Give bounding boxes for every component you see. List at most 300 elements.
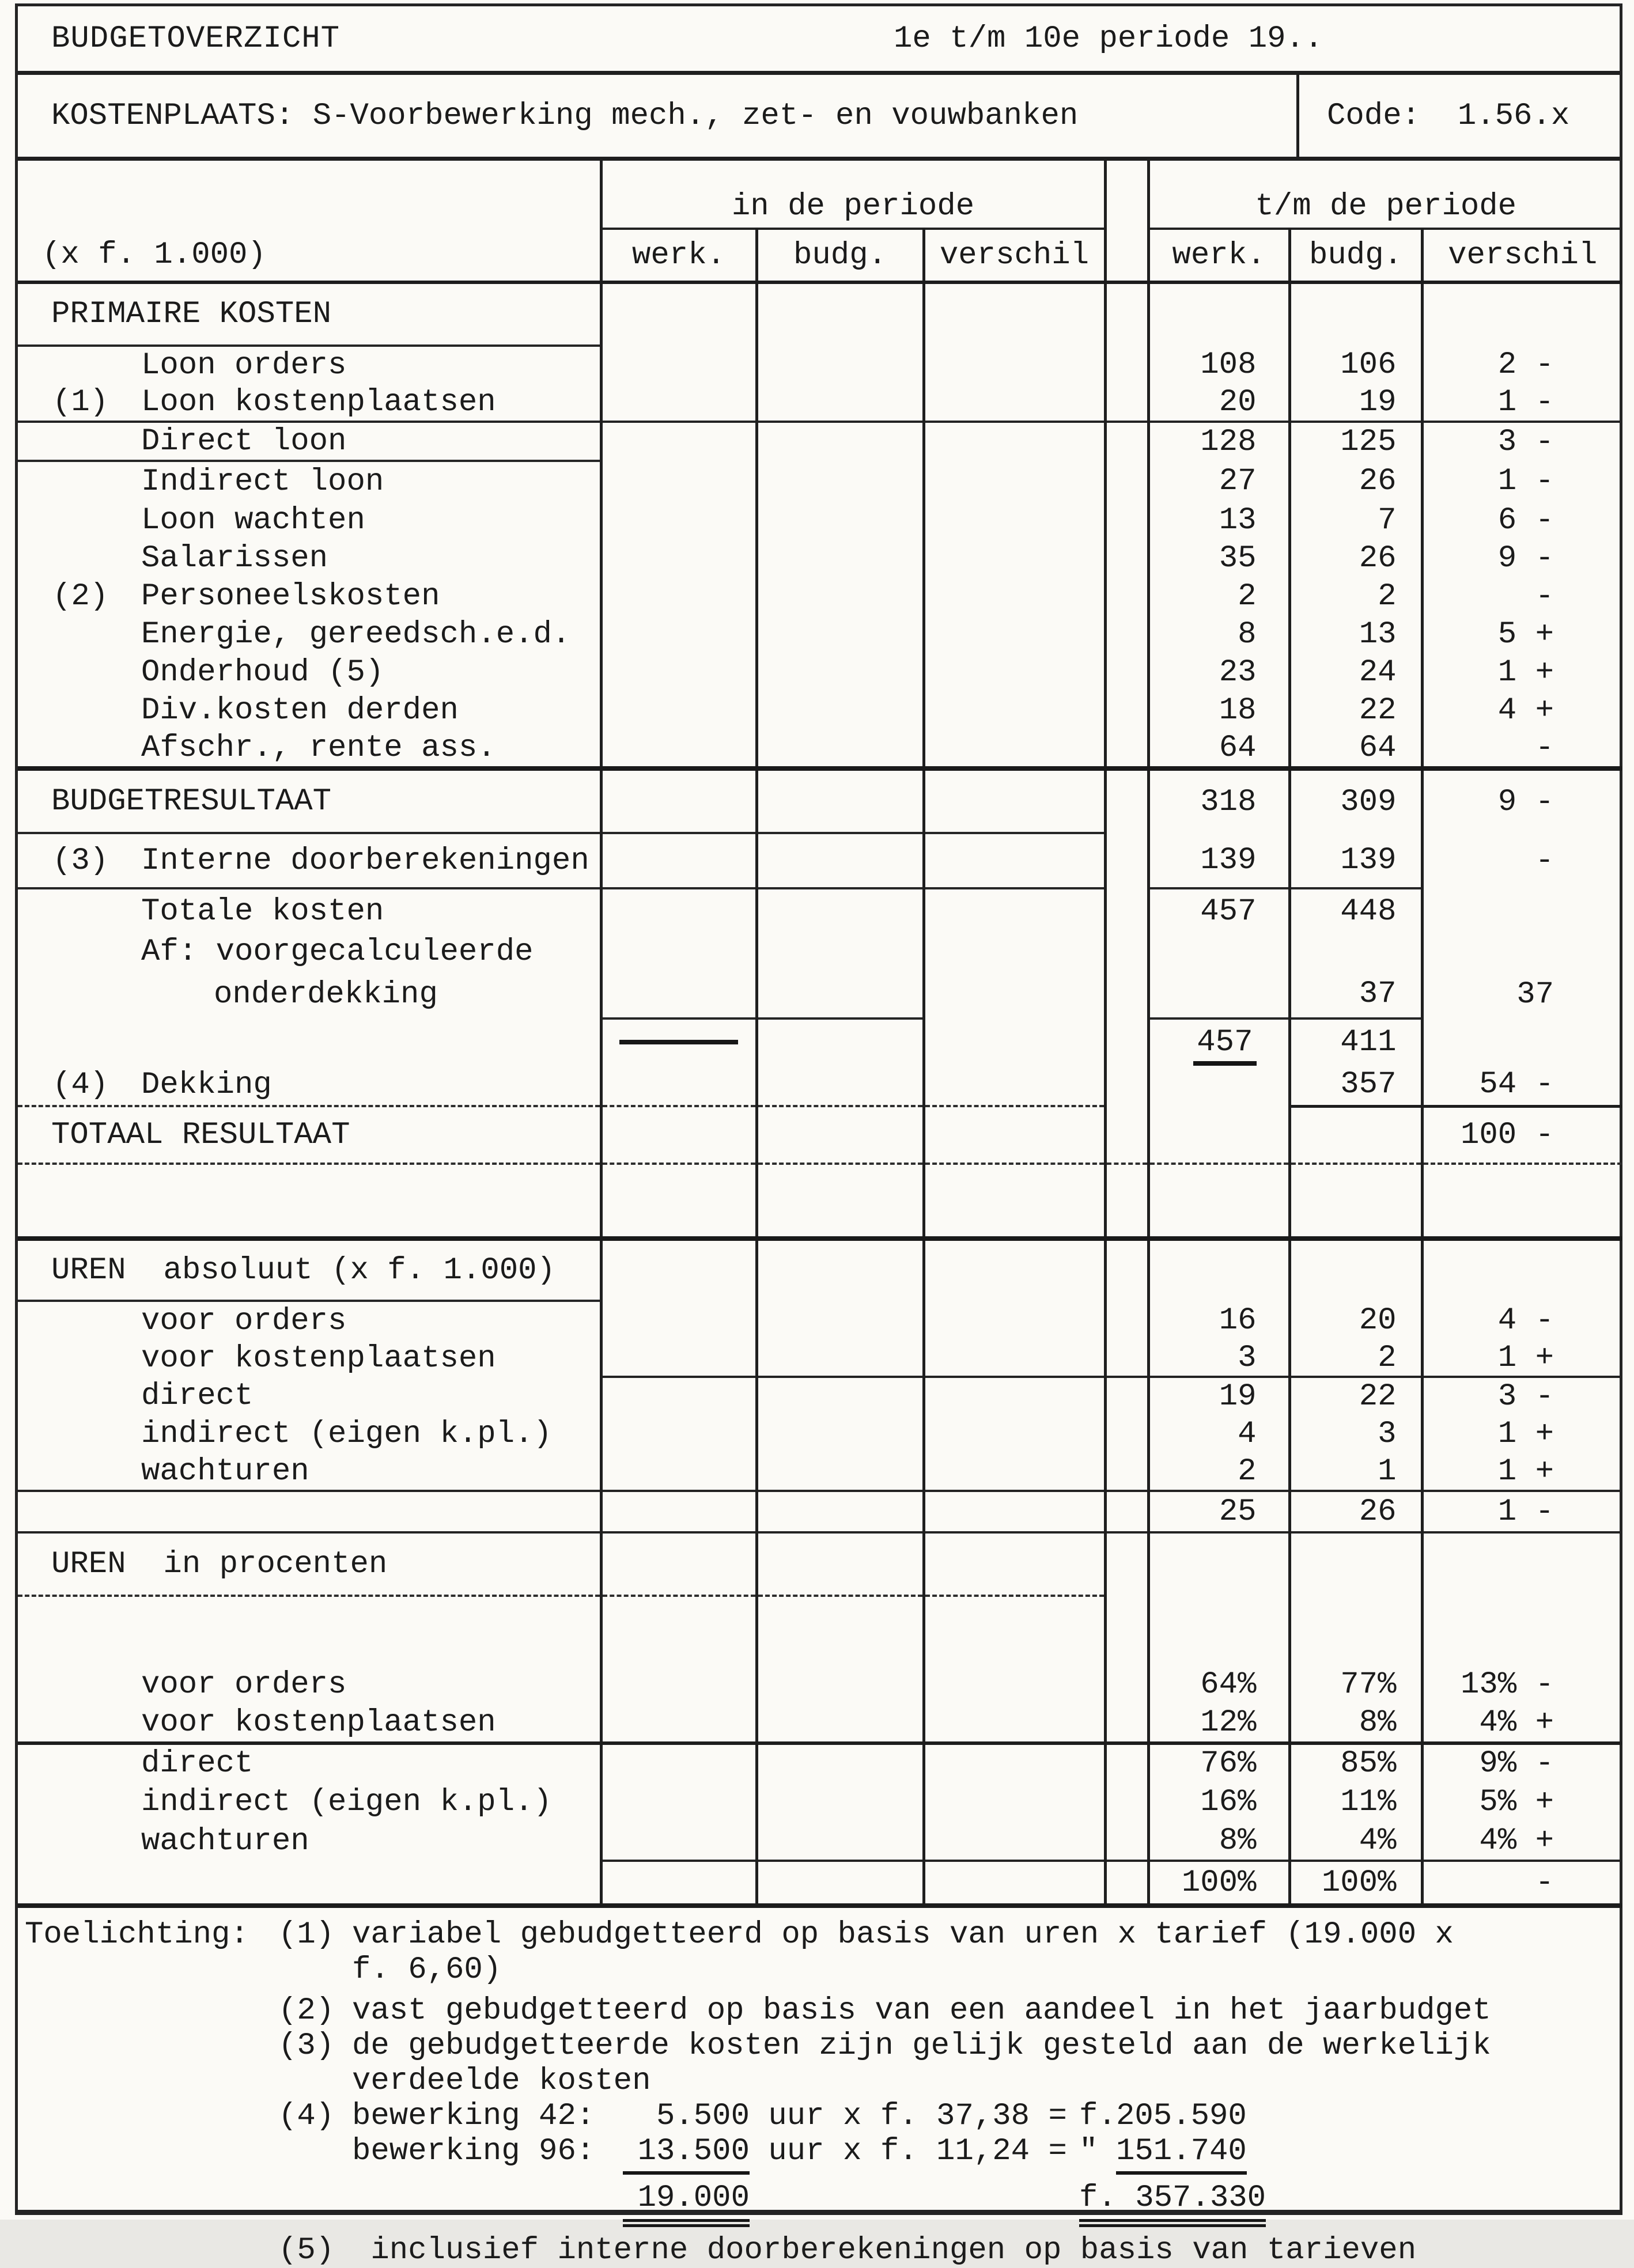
cell-ip-werk (601, 1665, 757, 1704)
table-row (18, 539, 1622, 577)
calc-text: uur x f. 37,38 = (750, 2099, 1067, 2134)
cell-gap (1105, 1301, 1148, 1340)
cell-ip-budg (757, 888, 924, 933)
note-line (18, 2134, 1620, 2175)
cell-ip-verschil (924, 1596, 1105, 1665)
cell-ip-budg (757, 1377, 924, 1415)
table-row (18, 833, 1622, 888)
budget-table-body (18, 282, 1622, 1906)
row-label: Indirect loon (141, 464, 384, 499)
cell-tm-budg: 22 (1289, 691, 1422, 729)
kostenplaats-value: S-Voorbewerking mech., zet- en vouwbanken (312, 98, 1079, 134)
handwritten-rule (619, 1040, 739, 1044)
cell-ip-werk (601, 577, 757, 615)
row-label: UREN absoluut (x f. 1.000) (51, 1252, 555, 1288)
row-label-cell (18, 384, 601, 422)
row-label-cell (18, 1453, 601, 1491)
group-header-tm-de-periode: t/m de periode (1148, 161, 1622, 229)
cell-tm-budg (1289, 282, 1422, 346)
cell-ip-verschil (924, 1782, 1105, 1822)
cell-ip-werk (601, 422, 757, 461)
cell-ip-werk (601, 833, 757, 888)
row-label-cell (18, 653, 601, 691)
kostenplaats-cell (18, 75, 1296, 157)
row-label: Loon kostenplaatsen (141, 384, 496, 420)
row-label-cell (18, 346, 601, 384)
table-row (18, 1822, 1622, 1861)
cell-ip-verschil (924, 1743, 1105, 1782)
cell-ip-werk (601, 1164, 757, 1239)
cell-tm-budg: 7 (1289, 501, 1422, 539)
cell-tm-werk (1148, 1164, 1289, 1239)
note-line (18, 2099, 1620, 2134)
cell-ip-budg (757, 1782, 924, 1822)
row-label: Div.kosten derden (141, 692, 459, 728)
cell-tm-budg: 26 (1289, 539, 1422, 577)
note-number: (1) (52, 384, 109, 420)
bewerking-label: bewerking 96: (352, 2134, 595, 2169)
cell-tm-budg: 11% (1289, 1782, 1422, 1822)
cell-ip-verschil (924, 1822, 1105, 1861)
table-row (18, 1596, 1622, 1665)
note-line (18, 2063, 1620, 2099)
row-label-cell (18, 1491, 601, 1532)
table-row (18, 1704, 1622, 1743)
table-row (18, 1743, 1622, 1782)
cell-ip-werk (601, 1239, 757, 1301)
cell-ip-budg (757, 1491, 924, 1532)
cell-tm-budg: 26 (1289, 1491, 1422, 1532)
row-label: voor orders (141, 1303, 347, 1339)
cell-ip-verschil (924, 577, 1105, 615)
cell-gap (1105, 577, 1148, 615)
cell-ip-budg (757, 539, 924, 577)
cell-ip-budg (757, 1018, 924, 1065)
cell-tm-werk: 8 (1148, 615, 1289, 653)
cell-ip-verschil (924, 1415, 1105, 1453)
row-label-cell (18, 577, 601, 615)
cell-tm-verschil: 13% - (1422, 1665, 1622, 1704)
cell-tm-verschil: - (1422, 833, 1622, 888)
cell-ip-werk (601, 539, 757, 577)
cell-ip-werk (601, 1301, 757, 1340)
cell-tm-werk: 64% (1148, 1665, 1289, 1704)
cell-gap (1105, 1018, 1148, 1065)
cell-gap (1105, 1453, 1148, 1491)
section-label-cell (18, 1239, 601, 1301)
cell-tm-verschil (1422, 1164, 1622, 1239)
cell-ip-budg (757, 1532, 924, 1596)
cell-tm-verschil (1422, 1018, 1622, 1065)
code-cell (1296, 75, 1620, 157)
cell-gap (1105, 1782, 1148, 1822)
cell-tm-werk: 128 (1148, 422, 1289, 461)
cell-ip-budg (757, 1596, 924, 1665)
cell-ip-verschil (924, 282, 1105, 346)
table-row (18, 1239, 1622, 1301)
cell-gap (1105, 691, 1148, 729)
col-header-werk-tm: werk. (1148, 229, 1289, 282)
divider (18, 157, 1620, 161)
table-row (18, 1065, 1622, 1106)
table-row (18, 1377, 1622, 1415)
cell-ip-verschil (924, 539, 1105, 577)
cell-tm-werk: 2 (1148, 577, 1289, 615)
cell-tm-werk: 4 (1148, 1415, 1289, 1453)
row-label: Interne doorberekeningen (141, 843, 589, 879)
cell-tm-werk: 3 (1148, 1340, 1289, 1377)
note-number: (1) (278, 1917, 335, 1952)
row-label: direct (141, 1378, 254, 1414)
cell-tm-verschil (1422, 933, 1622, 970)
note-text: variabel gebudgetteerd op basis van uren x tarief (19.000 x (352, 1917, 1454, 1952)
row-label-cell (18, 422, 601, 461)
cell-tm-verschil: 5% + (1422, 1782, 1622, 1822)
cell-ip-budg (757, 346, 924, 384)
cell-ip-verschil (924, 653, 1105, 691)
cell-tm-budg: 37 (1289, 970, 1422, 1018)
cell-gap (1105, 1340, 1148, 1377)
unit-header: (x f. 1.000) (42, 237, 266, 272)
cell-gap (1105, 539, 1148, 577)
cell-ip-werk (601, 970, 757, 1018)
table-row (18, 1106, 1622, 1164)
cell-gap (1105, 653, 1148, 691)
cell-ip-werk (601, 1415, 757, 1453)
cell-gap (1105, 1239, 1148, 1301)
cell-ip-werk (601, 1018, 757, 1065)
cell-ip-budg (757, 1665, 924, 1704)
col-header-budg-ip: budg. (757, 229, 924, 282)
table-row (18, 282, 1622, 346)
row-label-cell (18, 539, 601, 577)
cell-gap (1105, 1106, 1148, 1164)
cell-tm-verschil: 1 + (1422, 1340, 1622, 1377)
cell-tm-verschil (1422, 888, 1622, 933)
cell-ip-werk (601, 933, 757, 970)
cell-ip-werk (601, 1340, 757, 1377)
hours-value: 5.500 (656, 2099, 750, 2134)
cell-ip-budg (757, 691, 924, 729)
cell-gap (1105, 1164, 1148, 1239)
row-label-cell (18, 691, 601, 729)
cell-tm-werk: 100% (1148, 1861, 1289, 1906)
table-row (18, 1301, 1622, 1340)
currency-prefix: f. (1079, 2099, 1117, 2134)
cell-ip-verschil (924, 933, 1105, 970)
cell-tm-verschil: 1 + (1422, 653, 1622, 691)
cell-gap (1105, 384, 1148, 422)
row-label-cell (18, 1164, 601, 1239)
cell-tm-verschil: 100 - (1422, 1106, 1622, 1164)
cell-tm-verschil: 1 - (1422, 384, 1622, 422)
note-number: (5) (278, 2233, 335, 2268)
table-row (18, 461, 1622, 501)
cell-tm-werk (1148, 1018, 1289, 1065)
cell-tm-werk: 2 (1148, 1453, 1289, 1491)
col-header-verschil-tm: verschil (1422, 229, 1622, 282)
calc-text: uur x f. 11,24 = (750, 2134, 1067, 2169)
table-row (18, 970, 1622, 1018)
cell-ip-werk (601, 1861, 757, 1906)
row-label-cell (18, 615, 601, 653)
budget-table (18, 161, 1622, 1908)
cell-tm-budg: 2 (1289, 577, 1422, 615)
currency-prefix: " (1079, 2134, 1098, 2169)
row-label: PRIMAIRE KOSTEN (51, 297, 332, 332)
cell-gap (1105, 501, 1148, 539)
table-row (18, 1491, 1622, 1532)
cell-tm-budg: 357 (1289, 1065, 1422, 1106)
cell-ip-verschil (924, 501, 1105, 539)
table-row (18, 1532, 1622, 1596)
cell-tm-verschil: 2 - (1422, 346, 1622, 384)
table-row (18, 1453, 1622, 1491)
cell-ip-werk (601, 888, 757, 933)
cell-ip-budg (757, 1704, 924, 1743)
note-text: inclusief interne doorberekeningen op basis van tarieven (352, 2233, 1417, 2268)
period-label: 1e t/m 10e periode 19.. (894, 21, 1323, 56)
row-label: voor kostenplaatsen (141, 1341, 496, 1376)
table-row (18, 1861, 1622, 1906)
cell-tm-verschil: 1 - (1422, 1491, 1622, 1532)
cell-ip-verschil (924, 615, 1105, 653)
cell-ip-werk (601, 282, 757, 346)
table-row (18, 691, 1622, 729)
cell-gap (1105, 346, 1148, 384)
row-label: TOTAAL RESULTAAT (51, 1117, 350, 1153)
cell-gap (1105, 1065, 1148, 1106)
code-label: Code: (1327, 98, 1458, 134)
cell-ip-verschil (924, 729, 1105, 768)
cell-ip-verschil (924, 1065, 1105, 1106)
cell-gap (1105, 1822, 1148, 1861)
divider (18, 71, 1620, 75)
cell-ip-budg (757, 1415, 924, 1453)
cell-tm-verschil: 1 - (1422, 461, 1622, 501)
cell-gap (1105, 1743, 1148, 1782)
cell-gap (1105, 933, 1148, 970)
cell-tm-budg: 125 (1289, 422, 1422, 461)
row-label-cell (18, 1415, 601, 1453)
cell-ip-budg (757, 1239, 924, 1301)
section-label-cell (18, 768, 601, 833)
table-row (18, 1164, 1622, 1239)
row-label-cell (18, 833, 601, 888)
note-number: (4) (52, 1067, 109, 1103)
cell-ip-budg (757, 384, 924, 422)
row-label: Loon wachten (141, 502, 365, 538)
gap-column (1105, 161, 1148, 282)
bewerking-label: bewerking 42: (352, 2099, 595, 2134)
note-line (18, 2233, 1620, 2268)
note-text: verdeelde kosten (352, 2063, 651, 2099)
row-label-cell (18, 1822, 601, 1861)
cell-ip-werk (601, 691, 757, 729)
row-label: Totale kosten (141, 893, 384, 929)
underlined-value: 457 (1193, 1025, 1256, 1066)
cell-ip-budg (757, 1301, 924, 1340)
cell-ip-werk (601, 615, 757, 653)
row-label: BUDGETRESULTAAT (51, 783, 332, 819)
cell-gap (1105, 1596, 1148, 1665)
row-label-cell (18, 1704, 601, 1743)
table-row (18, 346, 1622, 384)
cell-tm-werk: 16 (1148, 1301, 1289, 1340)
row-label-cell (18, 1782, 601, 1822)
page-title: BUDGETOVERZICHT (51, 21, 341, 56)
cell-gap (1105, 1377, 1148, 1415)
cell-tm-verschil (1422, 1239, 1622, 1301)
cell-gap (1105, 1861, 1148, 1906)
cell-tm-verschil: 37 (1422, 970, 1622, 1018)
cell-ip-budg (757, 501, 924, 539)
section-label-cell (18, 282, 601, 346)
table-row (18, 729, 1622, 768)
cell-ip-verschil (924, 1164, 1105, 1239)
table-row (18, 422, 1622, 461)
row-label: wachturen (141, 1453, 309, 1489)
row-label-cell (18, 1377, 601, 1415)
row-label: indirect (eigen k.pl.) (141, 1416, 552, 1452)
cell-tm-verschil: 4% + (1422, 1822, 1622, 1861)
cell-gap (1105, 1532, 1148, 1596)
note-number: (3) (278, 2028, 335, 2063)
cell-ip-werk (601, 384, 757, 422)
cell-gap (1105, 729, 1148, 768)
cell-tm-budg: 2 (1289, 1340, 1422, 1377)
cell-ip-verschil (924, 1532, 1105, 1596)
cell-tm-budg: 20 (1289, 1301, 1422, 1340)
cell-ip-budg (757, 461, 924, 501)
cell-ip-verschil (924, 461, 1105, 501)
cell-tm-budg: 139 (1289, 833, 1422, 888)
cell-ip-verschil (924, 691, 1105, 729)
table-row (18, 888, 1622, 933)
table-row (18, 1018, 1622, 1065)
cell-tm-werk: 13 (1148, 501, 1289, 539)
col-header-budg-tm: budg. (1289, 229, 1422, 282)
cell-tm-budg: 19 (1289, 384, 1422, 422)
cell-ip-budg (757, 1065, 924, 1106)
cell-ip-budg (757, 1861, 924, 1906)
cell-ip-budg (757, 1340, 924, 1377)
cell-tm-werk (1148, 1065, 1289, 1106)
cell-ip-werk (601, 1065, 757, 1106)
table-row (18, 1782, 1622, 1822)
cell-tm-werk: 76% (1148, 1743, 1289, 1782)
row-label-cell (18, 1018, 601, 1065)
row-label: Af: voorgecalculeerde (141, 934, 534, 970)
cell-ip-werk (601, 461, 757, 501)
row-label-cell (18, 1743, 601, 1782)
row-label-cell (18, 501, 601, 539)
section-label-cell (18, 1532, 601, 1596)
table-row (18, 1665, 1622, 1704)
cell-ip-verschil (924, 768, 1105, 833)
row-label: voor orders (141, 1667, 347, 1702)
section-label-cell (18, 1106, 601, 1164)
cell-ip-werk (601, 501, 757, 539)
cell-tm-budg (1289, 1239, 1422, 1301)
note-number: (2) (52, 578, 109, 614)
col-header-verschil-ip: verschil (924, 229, 1105, 282)
amount-value: 205.590 (1116, 2099, 1247, 2134)
row-label: Salarissen (141, 540, 328, 576)
cell-tm-verschil: 5 + (1422, 615, 1622, 653)
cell-ip-budg (757, 1106, 924, 1164)
cell-tm-verschil: - (1422, 729, 1622, 768)
table-row (18, 1340, 1622, 1377)
cell-gap (1105, 282, 1148, 346)
cell-tm-verschil (1422, 282, 1622, 346)
cell-tm-budg: 8% (1289, 1704, 1422, 1743)
cell-ip-werk (601, 1106, 757, 1164)
cell-ip-verschil (924, 1491, 1105, 1532)
cell-ip-budg (757, 1822, 924, 1861)
cell-tm-verschil: 9 - (1422, 539, 1622, 577)
cell-ip-werk (601, 729, 757, 768)
cell-gap (1105, 1491, 1148, 1532)
row-label-cell (18, 970, 601, 1018)
cell-ip-werk (601, 768, 757, 833)
toelichting (18, 1908, 1620, 2268)
kostenplaats-label: KOSTENPLAATS: (51, 98, 313, 134)
row-label-cell (18, 1340, 601, 1377)
column-group-header-row (18, 161, 1622, 229)
row-label: wachturen (141, 1823, 309, 1859)
cell-tm-verschil (1422, 1532, 1622, 1596)
note-line (18, 1917, 1620, 1952)
row-label: Onderhoud (5) (141, 654, 384, 690)
cell-tm-werk (1148, 1532, 1289, 1596)
row-label: UREN in procenten (51, 1546, 388, 1582)
row-label: onderdekking (214, 976, 438, 1012)
cell-tm-budg: 24 (1289, 653, 1422, 691)
cell-ip-budg (757, 1743, 924, 1782)
cell-tm-verschil: - (1422, 577, 1622, 615)
note-text: f. 6,60) (352, 1952, 502, 1987)
cell-ip-verschil (924, 1239, 1105, 1301)
row-label-cell (18, 888, 601, 933)
cell-tm-werk: 16% (1148, 1782, 1289, 1822)
cell-tm-budg: 106 (1289, 346, 1422, 384)
cell-tm-verschil: 9% - (1422, 1743, 1622, 1782)
cell-ip-budg (757, 1164, 924, 1239)
cell-tm-verschil: 4 - (1422, 1301, 1622, 1340)
cell-tm-budg (1289, 1164, 1422, 1239)
cell-tm-werk: 25 (1148, 1491, 1289, 1532)
row-label-cell (18, 1596, 601, 1665)
cell-gap (1105, 615, 1148, 653)
row-label-cell (18, 461, 601, 501)
cell-tm-budg: 3 (1289, 1415, 1422, 1453)
cell-tm-verschil: - (1422, 1861, 1622, 1906)
cell-ip-budg (757, 833, 924, 888)
cell-tm-verschil: 4 + (1422, 691, 1622, 729)
cell-ip-verschil (924, 384, 1105, 422)
cell-ip-verschil (924, 1106, 1105, 1164)
cell-ip-verschil (924, 888, 1105, 933)
cell-gap (1105, 768, 1148, 833)
note-text: de gebudgetteerde kosten zijn gelijk gesteld aan de werkelijk (352, 2028, 1491, 2063)
cell-tm-verschil: 4% + (1422, 1704, 1622, 1743)
row-label: Dekking (141, 1067, 272, 1103)
cell-ip-budg (757, 933, 924, 970)
cell-tm-budg: 309 (1289, 768, 1422, 833)
cell-ip-budg (757, 282, 924, 346)
cell-tm-budg: 85% (1289, 1743, 1422, 1782)
